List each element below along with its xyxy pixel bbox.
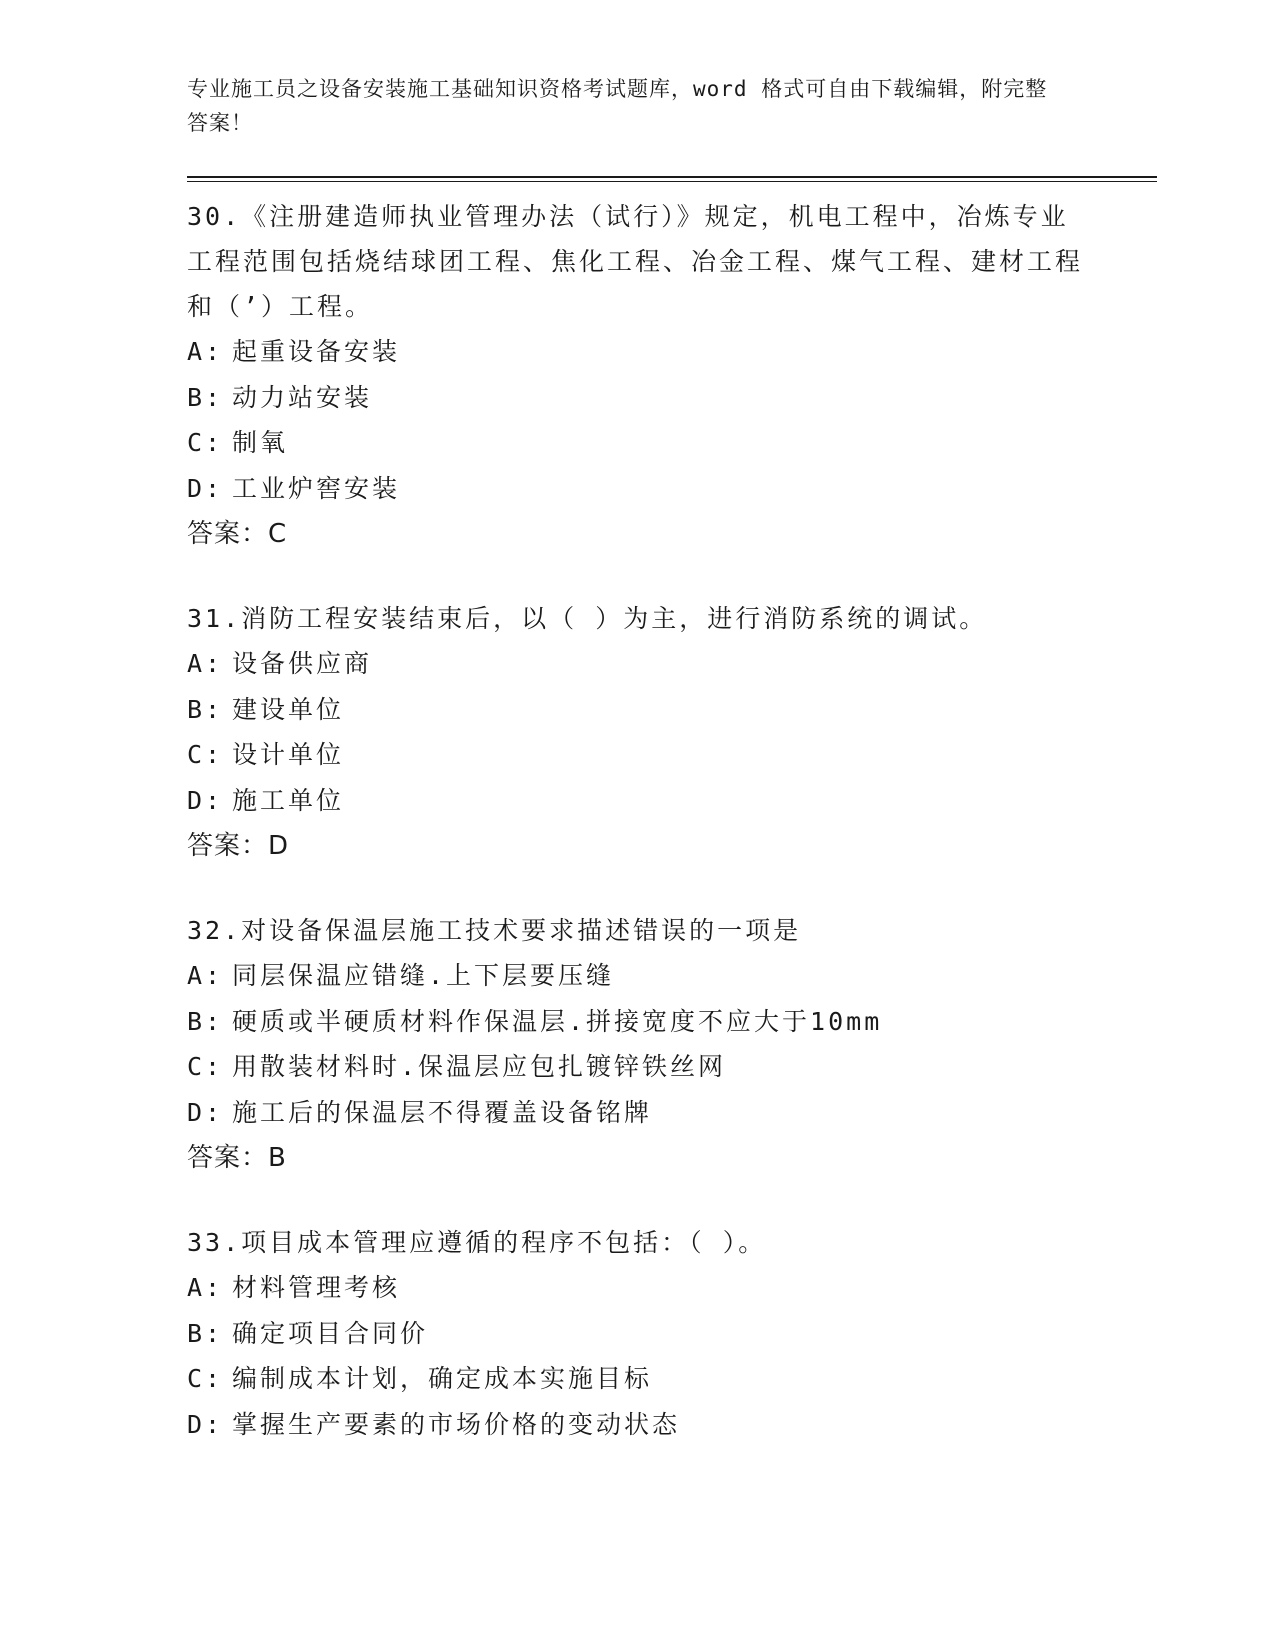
option-c: [187, 420, 1157, 466]
option-c: [187, 1044, 1157, 1090]
option-text: 确定项目合同价: [232, 1318, 429, 1348]
question-stem: 31.消防工程安装结束后，以（ ）为主，进行消防系统的调试。: [187, 604, 988, 633]
option-b: [187, 999, 1157, 1045]
question-31: [187, 596, 1157, 869]
option-a: [187, 329, 1157, 375]
option-a: [187, 1265, 1157, 1311]
option-letter: C:: [187, 428, 224, 457]
document-header: 专业施工员之设备安装施工基础知识资格考试题库，word 格式可自由下载编辑，附完整答案！: [187, 77, 1048, 135]
option-letter: D:: [187, 1409, 224, 1439]
option-letter: A:: [187, 649, 224, 678]
option-letter: C:: [187, 740, 224, 769]
option-a: [187, 641, 1157, 687]
answer-line: 答案：D: [187, 831, 290, 861]
option-text: 掌握生产要素的市场价格的变动状态: [232, 1409, 681, 1439]
option-c: [187, 1356, 1157, 1402]
option-letter: B:: [187, 1318, 224, 1348]
answer-line: 答案：B: [187, 1143, 287, 1173]
option-letter: D:: [187, 1097, 224, 1127]
option-d: [187, 1090, 1157, 1136]
option-letter: A:: [187, 337, 224, 366]
option-letter: B:: [187, 694, 224, 724]
option-text: 用散装材料时.保温层应包扎镀锌铁丝网: [232, 1052, 727, 1081]
option-letter: C:: [187, 1052, 224, 1081]
option-b: [187, 375, 1157, 421]
option-text: 设备供应商: [232, 649, 373, 678]
option-text: 设计单位: [232, 740, 345, 769]
option-c: [187, 732, 1157, 778]
option-letter: A:: [187, 1273, 224, 1302]
option-text: 起重设备安装: [232, 337, 401, 366]
option-text: 动力站安装: [232, 382, 373, 412]
question-stem: 30.《注册建造师执业管理办法（试行）》规定，机电工程中，冶炼专业工程范围包括烧结球团工程、焦化工程、冶金工程、煤气工程、建材工程和（’）工程。: [187, 202, 1084, 321]
option-letter: C:: [187, 1364, 224, 1393]
option-text: 制氧: [232, 428, 289, 457]
option-text: 材料管理考核: [232, 1273, 401, 1302]
option-text: 施工后的保温层不得覆盖设备铭牌: [232, 1097, 653, 1127]
option-letter: B:: [187, 1006, 224, 1036]
option-b: [187, 1311, 1157, 1357]
option-text: 建设单位: [232, 694, 345, 724]
header-divider: [187, 176, 1157, 182]
question-list: [187, 194, 1157, 1447]
option-text: 工业炉窖安装: [232, 473, 401, 503]
option-d: [187, 466, 1157, 512]
question-32: [187, 908, 1157, 1181]
option-text: 编制成本计划，确定成本实施目标: [232, 1364, 653, 1393]
option-letter: D:: [187, 473, 224, 503]
answer-line: 答案：C: [187, 519, 288, 549]
option-text: 硬质或半硬质材料作保温层.拼接宽度不应大于10mm: [232, 1006, 883, 1036]
question-33: [187, 1220, 1157, 1447]
option-text: 同层保温应错缝.上下层要压缝: [232, 961, 615, 990]
document-page: [187, 72, 1157, 1486]
option-letter: D:: [187, 785, 224, 815]
option-letter: B:: [187, 382, 224, 412]
option-d: [187, 1402, 1157, 1448]
question-30: [187, 194, 1157, 557]
question-stem: 33.项目成本管理应遵循的程序不包括：（ ）。: [187, 1228, 767, 1257]
option-text: 施工单位: [232, 785, 345, 815]
question-stem: 32.对设备保温层施工技术要求描述错误的一项是: [187, 916, 802, 945]
option-a: [187, 953, 1157, 999]
option-b: [187, 687, 1157, 733]
option-d: [187, 778, 1157, 824]
option-letter: A:: [187, 961, 224, 990]
